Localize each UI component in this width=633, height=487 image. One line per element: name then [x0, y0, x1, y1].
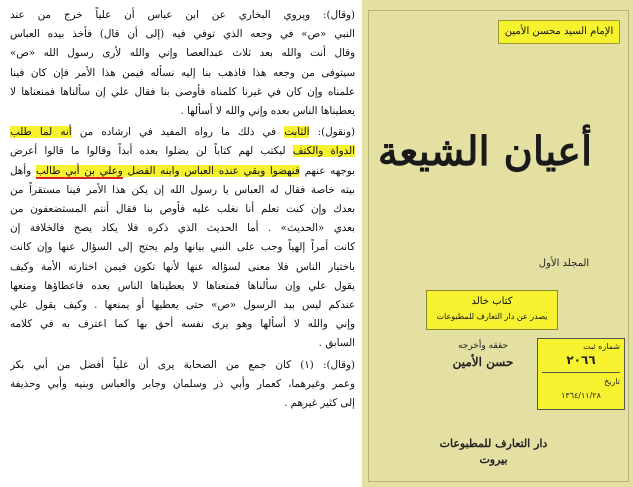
editor-line-2: حسن الأمين	[452, 355, 514, 369]
text-line	[10, 123, 355, 142]
text-line	[10, 258, 355, 277]
stamp-number: ٢٠٦٦	[566, 353, 596, 367]
text-line	[10, 83, 355, 102]
text-run: وعمر وغيرهما، كعمار وأبي ذر وسلمان وجابر والعباس وبنيه وأبي وحذيفة	[10, 377, 355, 390]
text-run: ليكتب لهم كتاباً لن يضلوا بعده أبداً وقالوا ما قالوا أعرض	[10, 145, 293, 158]
cover-frame	[368, 10, 629, 482]
editor-block	[428, 340, 538, 371]
text-line	[10, 102, 355, 121]
cover-title	[372, 118, 598, 188]
highlighted-text: الدواة والكتف	[292, 145, 355, 158]
paragraph-3	[10, 356, 355, 414]
text-run: يقول علي وإن سألناها فمنعناها لا يعطيناها الناس بعده فاعطاؤها ومنعها	[10, 279, 355, 292]
text-line	[10, 200, 355, 219]
stamp-date: ١٣٦٤/١١/٢٨	[561, 391, 601, 400]
text-run: (وقال): ويروي البخاري عن ابن عباس أن علياً خرج من عند	[10, 9, 355, 21]
series-box	[426, 290, 558, 330]
text-line	[10, 162, 355, 181]
text-line	[10, 334, 355, 353]
text-line	[10, 238, 355, 257]
text-line	[10, 181, 355, 200]
publisher-name: دار التعارف للمطبوعات	[439, 437, 548, 450]
underlined-name: وعلي بن أبي طالب	[35, 164, 123, 177]
text-run: إلى كثير غيرهم .	[284, 397, 355, 410]
text-body	[10, 6, 355, 413]
text-run: سيتوفى من وجعه هذا فاذهب بنا إليه نسأله فيمن هذا الأمر فإن كان فينا	[10, 66, 355, 79]
text-line	[10, 6, 355, 25]
text-run: بعدك وإن كنت تعلم أنا نغلب عليه فأوص بنا فقال أنتم المستضعفون من	[10, 203, 355, 216]
text-line	[10, 25, 355, 44]
text-run: عندكم ليس بيد الرسول «ص» حتى يعطيها أو يمنعها . وكيف يقول علي	[10, 299, 355, 312]
text-run: في ذلك ما رواه المفيد في ارشاده من	[71, 126, 285, 139]
stamp-divider	[542, 372, 620, 373]
highlighted-text: فنهضوا وبقي عنده العباس وابنه الفضل وعلي بن أبي طالب	[35, 164, 300, 177]
text-run: النبي «ص» في وجعه الذي توفي فيه (إلى أن قال) فأخذ بيده العباس	[10, 28, 355, 41]
author-name: الإمام السيد محسن الأمين	[498, 20, 620, 44]
text-line	[10, 296, 355, 315]
text-line	[10, 277, 355, 296]
book-cover	[362, 0, 633, 487]
text-run: علمناه وإن كان في غيرنا كلمناه فأوصى بنا فقال علي إن سألناها فمنعناها لا	[10, 85, 355, 98]
text-run: بيته خاصة فقال له العباس يا رسول الله إن يكن هذا الأمر فينا مستقراً من	[10, 183, 355, 196]
text-run: وأهل	[10, 164, 36, 177]
text-line	[10, 44, 355, 63]
series-line-1: كتاب خالد	[471, 296, 513, 307]
text-run: يعطيناها الناس بعده وإني والله لا أسألها .	[180, 105, 355, 118]
volume-label: المجلد الأول	[538, 258, 590, 269]
text-run: (وقال): (١) كان جمع من الصحابة يرى أن علياً أفضل من أبي بكر	[10, 358, 355, 371]
text-line	[10, 356, 355, 375]
publisher-city: بيروت	[479, 453, 508, 466]
text-line	[10, 394, 355, 413]
text-run: كانت أمراً إلهياً وجب على النبي بيانها ولم يحتج إلى السؤال عنها وإن كانت	[10, 241, 355, 254]
highlighted-text: أنه لما طلب	[10, 126, 72, 139]
paragraph-1	[10, 6, 355, 121]
stamp-label: شماره ثبت	[583, 342, 620, 351]
text-line	[10, 142, 355, 161]
text-line	[10, 64, 355, 83]
editor-line-1: حققه وأخرجه	[457, 341, 509, 351]
library-stamp	[537, 338, 625, 410]
text-line	[10, 315, 355, 334]
text-run: السابق .	[318, 337, 355, 350]
text-run: بعدي «الحديث» . أما الحديث الذي ذكره فلا يكاد يصح فالخلافة إن	[10, 222, 355, 235]
text-run: بوجهه عنهم	[299, 164, 355, 177]
series-line-2: يصدر عن دار التعارف للمطبوعات	[436, 312, 548, 321]
text-run: (ونقول):	[309, 126, 355, 139]
paragraph-2	[10, 123, 355, 353]
text-line	[10, 219, 355, 238]
text-run: باختيار الناس فلا معنى لسؤاله عنها لأنها تكون فيمن اختارته الأمة وكيف	[10, 260, 355, 273]
text-run: وإني والله لا أسألها وهو يرى نفسه أحق بها كما اعترف به في كلامه	[10, 318, 355, 331]
text-run: وقال أنت والله بعد ثلاث عبدالعصا وإني والله لأرى رسول الله «ص»	[10, 47, 355, 60]
cover-title-text: أعيان الشيعة	[377, 128, 593, 175]
highlighted-text: الثابت	[284, 126, 310, 139]
text-line	[10, 375, 355, 394]
publisher-block	[362, 436, 625, 468]
stamp-date-label: تاريخ	[604, 377, 620, 386]
